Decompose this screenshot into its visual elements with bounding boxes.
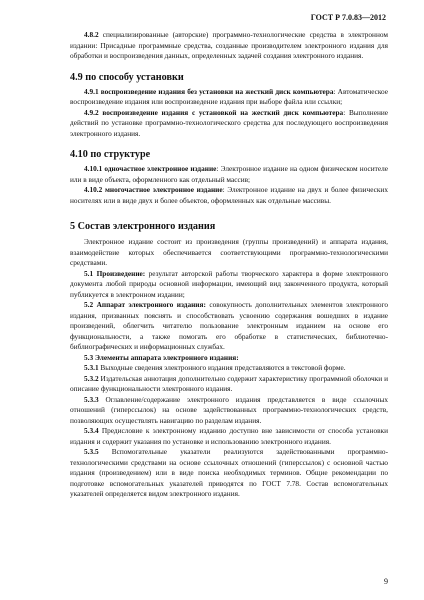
document-body <box>70 30 388 500</box>
document-header: ГОСТ Р 7.0.83—2012 <box>310 13 386 22</box>
clause-text: Вспомогательные указатели реализуются задействованными программно-технологическими средствами на основе ссылочных отношений (гиперссылок) с основной частью издания (произведением) или в виде поиска необходимых терминов. Общие рекомендации по подготовке вспомогательных указателей приводятся по ГОСТ 7.78. Состав вспомогательных указателей определяется видом электронного издания. <box>70 447 388 498</box>
clause-term: воспроизведение издания без установки на жесткий диск компьютера <box>100 86 334 96</box>
page-number: 9 <box>384 577 388 586</box>
clause-text: : Электронное издание на двух и более физических носителях или в виде двух и более объектов, оформленных как отдельные массивы. <box>70 185 388 205</box>
paragraph-4-10-2 <box>70 185 388 206</box>
clause-text: : Электронное издание на одном физическом носителе или в виде объекта, оформленного как отдельный массив; <box>70 164 388 184</box>
clause-number: 5.3.4 <box>84 426 99 435</box>
clause-term: одночастное электронное издание <box>104 164 217 173</box>
clause-text: Выходные сведения электронного издания представляются в текстовой форме. <box>98 363 346 372</box>
clause-text: Оглавление/содержание электронного издания представляется в виде ссылочных отношений (гиперссылок) на основе задействованных программно-технологических средств, позволяющих осуществлять навигацию по разделам издания. <box>70 394 388 425</box>
paragraph-5-3-5 <box>70 447 388 500</box>
paragraph-4-9-1 <box>70 87 388 108</box>
section-heading-4-10: 4.10 по структуре <box>70 149 151 160</box>
clause-text: Издательская аннотация дополнительно содержит характеристику программной оболочки и описание функциональности электронного издания. <box>70 373 388 393</box>
clause-text: : Автоматическое воспроизведение издания или воспроизведение издания при выборе файла или ссылки; <box>70 86 388 106</box>
clause-label: 5.2 Аппарат электронного издания: <box>84 300 206 309</box>
clause-number: 4.8.2 <box>84 30 99 39</box>
clause-number: 5.3.1 <box>84 363 99 372</box>
clause-number: 5.3.5 <box>84 447 99 456</box>
paragraph-4-8-2 <box>70 30 388 62</box>
paragraph-5-3-4 <box>70 426 388 447</box>
clause-text: совокупность дополнительных элементов электронного издания, призванных пояснять и способствовать усвоению содержания вошедших в издание произведений, облегчить читателю пользование электронным изданием на основе его функциональности, а также помогать его обработке в статистических, библиотечно-библиографических и информационных службах. <box>70 300 388 351</box>
clause-number: 4.9.2 <box>84 107 99 117</box>
clause-number: 5.3.2 <box>84 373 99 383</box>
clause-number: 4.10.1 <box>84 164 103 173</box>
paragraph-5-1 <box>70 269 388 301</box>
clause-term: многочастное электронное издание <box>104 185 223 194</box>
clause-label: 5.1 Произведение: <box>84 268 146 278</box>
paragraph-5-3-1 <box>70 363 388 374</box>
clause-term: воспроизведение издания с установкой на жесткий диск компьютера <box>102 107 344 117</box>
clause-text: специализированные (авторские) программно-технологические средства <box>102 30 337 39</box>
clause-text: Предисловие к электронному изданию доступно вне зависимости от способа установки издания и содержит указания по установке и использованию электронного издания. <box>70 426 388 446</box>
section-heading-4-9: 4.9 по способу установки <box>70 71 184 83</box>
paragraph-4-9-2 <box>70 108 388 140</box>
clause-label: 5.3 Элементы аппарата электронного издания: <box>84 352 239 362</box>
paragraph-4-10-1 <box>70 164 388 185</box>
paragraph-5-3-3 <box>70 395 388 427</box>
clause-text: результат авторской работы творческого характера в форме электронного документа любой природы основной информации, имеющий вид законченного продукта, который публикуется в электронном издании; <box>70 268 388 299</box>
paragraph-5-3 <box>70 353 388 364</box>
paragraph-5-3-2 <box>70 374 388 395</box>
clause-text: в электронном издании: Присадные программные средства, созданные производителем электронного издания для обработки и воспроизведения данных, определенных задачей создания электронного издания. <box>70 30 388 60</box>
paragraph-5-intro: Электронное издание состоит из произведения (группы произведений) и аппарата издания, взаимодействие которых обеспечивается соответствующими программно-технологическими средствами. <box>70 237 388 267</box>
clause-number: 4.9.1 <box>84 86 99 96</box>
clause-number: 5.3.3 <box>84 394 99 404</box>
clause-number: 4.10.2 <box>84 185 103 194</box>
section-heading-5: 5 Состав электронного издания <box>70 221 216 232</box>
paragraph-5-2 <box>70 300 388 353</box>
clause-text: : Выполнение действий по установке программно-технологического средства для последующего воспроизведения электронного издания. <box>70 107 388 138</box>
